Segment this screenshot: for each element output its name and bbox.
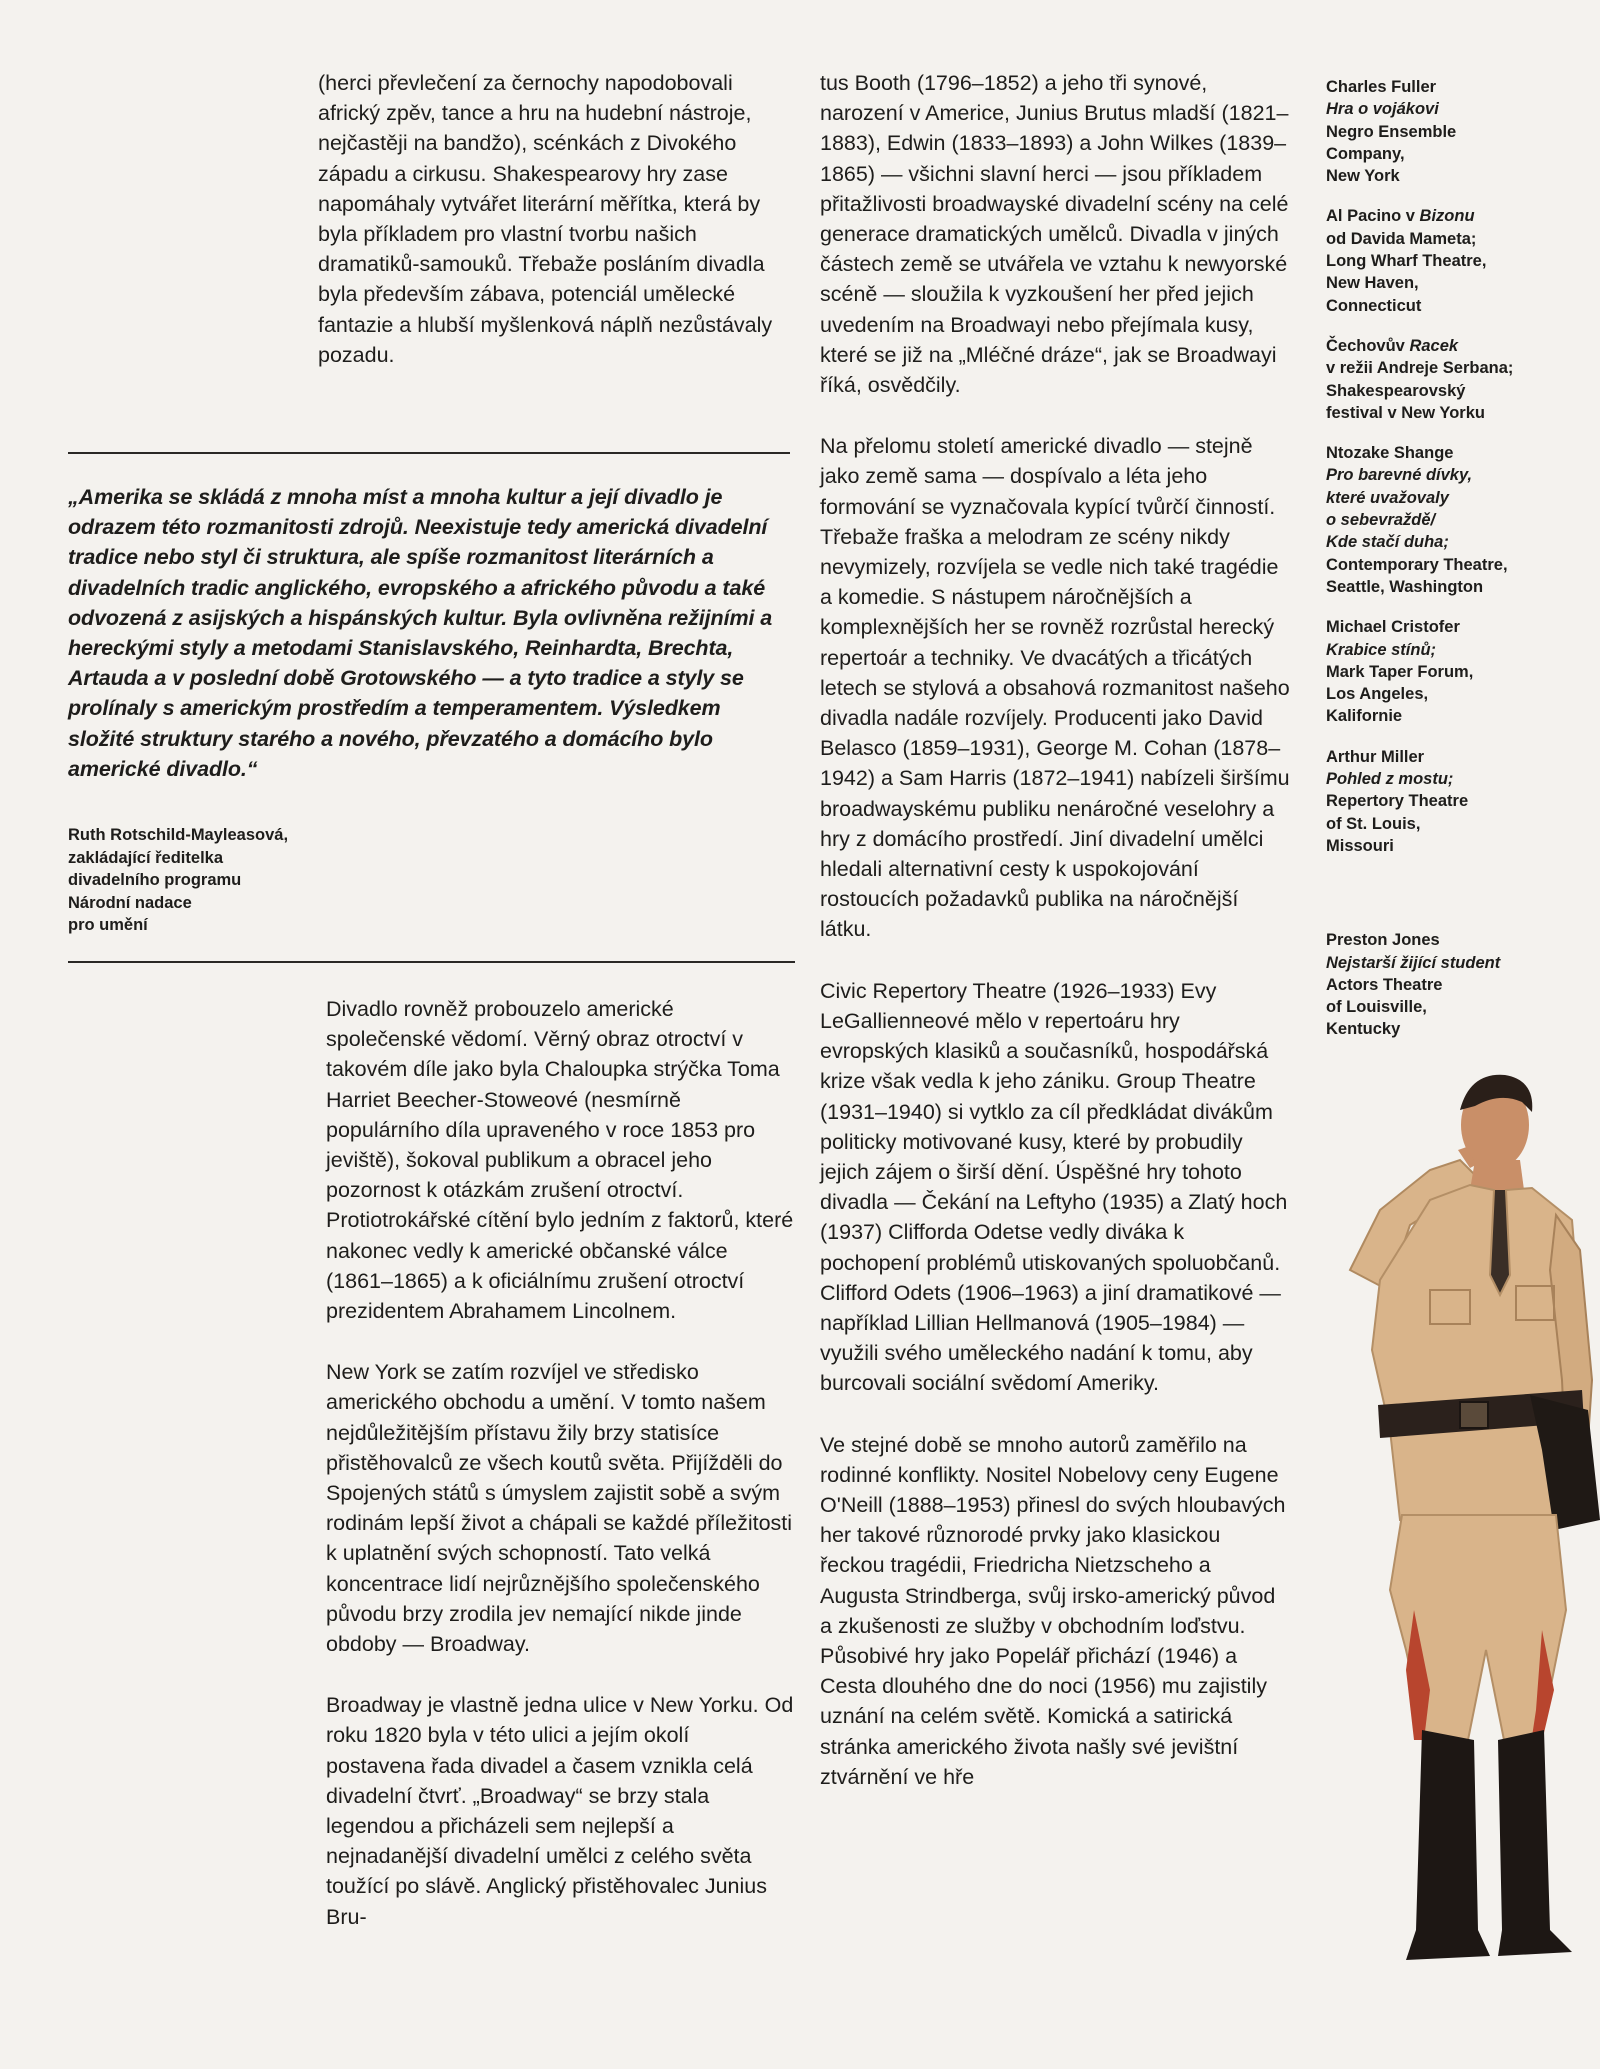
paragraph: New York se zatím rozvíjel ve středisko amerického obchodu a umění. V tomto našem nejdůležitějším přístavu žily brzy statisíce přistěhovalců ze všech koutů světa. Přijížděli do Spojených států s úmyslem zajistit sobě a svým rodinám lepší život a chápali se každé příležitosti k uplatnění svých schopností. Tato velká koncentrace lidí nejrůznějšího společenského původu brzy zrodila jev nemající nikde jinde obdoby — Broadway.	[326, 1360, 793, 1657]
caption-line: Charles Fuller	[1326, 78, 1437, 96]
caption-line: Company,	[1326, 144, 1405, 163]
caption-title: Racek	[1409, 336, 1459, 355]
caption-line: Arthur Miller	[1326, 747, 1425, 766]
caption-pacino	[1326, 205, 1596, 316]
caption-line: v režii Andreje Serbana;	[1326, 359, 1514, 378]
text-column-left-top	[318, 68, 784, 401]
caption-line: Kentucky	[1326, 1020, 1401, 1039]
caption-line: Repertory Theatre	[1326, 792, 1469, 811]
caption-jones	[1326, 929, 1596, 1040]
caption-line: New Haven,	[1326, 274, 1419, 293]
attribution-line: divadelního programu	[68, 871, 242, 890]
paragraph: Na přelomu století americké divadlo — stejně jako země sama — dospívalo a léta jeho formování se vyznačovala kypící tvůrčí činností. Třebaže fraška a melodram ze scény nikdy nevymizely, rozvíjela se vedle nich také tragédie a komedie. S nástupem náročnějších a komplexnějších her se rovněž rozrůstal herecký repertoár a techniky. Ve dvacátých a třicátých letech se stylová a obsahová rozmanitost našeho divadla nadále rozvíjely. Producenti jako David Belasco (1859–1931), George M. Cohan (1878–1942) a Sam Harris (1872–1941) nabízeli širšímu broadwayskému publiku nenáročné veselohry a hry z domácího prostředí. Jiní divadelní umělci hledali alternativní cesty k uspokojování rostoucích požadavků publika na náročnější látku.	[820, 434, 1290, 942]
pull-quote: „Amerika se skládá z mnoha míst a mnoha kultur a její divadlo je odrazem této rozmanitosti zdrojů. Neexistuje tedy americká divadelní tradice nebo styl či struktura, ale spíše rozmanitost literárních a divadelních tradic anglického, evropského a afrického původu a také odvozená z asijských a hispánských kultur. Byla ovlivněna režijními a hereckými styly a metodami Stanislavského, Reinhardta, Brechta, Artauda a v poslední době Grotowského — a tyto tradice a styly se prolínaly s americkým prostředím a temperamentem. Výsledkem složité struktury starého a nového, převzatého a domácího bylo americké divadlo.“	[68, 485, 773, 781]
saluting-actor-photo	[1310, 1050, 1600, 1980]
caption-title: o sebevraždě/	[1326, 511, 1436, 530]
attribution-line: Ruth Rotschild-Mayleasová,	[68, 826, 289, 844]
caption-line: Actors Theatre	[1326, 975, 1443, 994]
caption-line: of St. Louis,	[1326, 814, 1421, 833]
paragraph: Divadlo rovněž probouzelo americké společenské vědomí. Věrný obraz otroctví v takovém díle jako byla Chaloupka strýčka Toma Harriet Beecher-Stoweové (nesmírně populárního díla upraveného v roce 1853 pro jeviště), šokoval publikum a obracel jeho pozornost k otázkám zrušení otroctví. Protiotrokářské cítění bylo jedním z faktorů, které nakonec vedly k americké občanské válce (1861–1865) a k oficiálnímu zrušení otroctví prezidentem Abrahamem Lincolnem.	[326, 997, 794, 1324]
paragraph: Civic Repertory Theatre (1926–1933) Evy LeGallienneové mělo v repertoáru hry evropských klasiků a současníků, hospodářská krize však vedla k jeho zániku. Group Theatre (1931–1940) si vytklo za cíl předkládat divákům politicky motivované kusy, které by probudily jejich zájem o širší dění. Úspěšné hry tohoto divadla — Čekání na Leftyho (1935) a Zlatý hoch (1937) Clifforda Odetse vedly diváka k pochopení problémů utiskovaných spoluobčanů. Clifford Odets (1906–1963) a jiní dramatikové — například Lillian Hellmanová (1905–1984) — využili svého uměleckého nadání k tomu, aby burcovali sociální svědomí Ameriky.	[820, 978, 1288, 1396]
caption-title: Krabice stínů;	[1326, 640, 1437, 659]
caption-line: Shakespearovský	[1326, 381, 1466, 400]
caption-line: Ntozake Shange	[1326, 444, 1454, 463]
text-column-left-bottom	[326, 994, 794, 1963]
caption-line: New York	[1326, 167, 1400, 186]
attribution-line: Národní nadace	[68, 893, 192, 912]
caption-line: Al Pacino v	[1326, 207, 1420, 226]
caption-line: of Louisville,	[1326, 998, 1427, 1017]
caption-title: Kde stačí duha;	[1326, 533, 1449, 552]
caption-line: Mark Taper Forum,	[1326, 662, 1474, 681]
caption-line: Michael Cristofer	[1326, 618, 1460, 637]
caption-line: Čechovův	[1326, 336, 1410, 355]
caption-line: Seattle, Washington	[1326, 577, 1484, 596]
caption-line: Connecticut	[1326, 296, 1422, 315]
caption-miller	[1326, 746, 1596, 857]
caption-title: Nejstarší žijící student	[1326, 953, 1501, 972]
caption-shange	[1326, 442, 1596, 598]
caption-line: Kalifornie	[1326, 707, 1403, 726]
caption-title: Bizonu	[1419, 207, 1475, 226]
quote-attribution	[68, 824, 368, 937]
caption-line: festival v New Yorku	[1326, 403, 1485, 422]
text-column-middle	[820, 68, 1290, 1823]
caption-title: které uvažovaly	[1326, 488, 1449, 507]
caption-line: Long Wharf Theatre,	[1326, 252, 1487, 271]
attribution-line: pro umění	[68, 916, 148, 935]
caption-line: Los Angeles,	[1326, 685, 1429, 704]
paragraph: Broadway je vlastně jedna ulice v New Yorku. Od roku 1820 byla v této ulici a jejím okolí postavena řada divadel a časem vznikla celá divadelní čtvrť. „Broadway“ se brzy stala legendou a přicházeli sem nejlepší a nejnadanější divadelní umělci z celého světa toužící po slávě. Anglický přistěhovalec Junius Bru-	[326, 1693, 794, 1929]
caption-line: Missouri	[1326, 836, 1394, 855]
paragraph: tus Booth (1796–1852) a jeho tři synové, narození v Americe, Junius Brutus mladší (1821–1883), Edwin (1833–1893) a John Wilkes (1839–1865) — všichni slavní herci — jsou příkladem přitažlivosti broadwayské divadelní scény na celé generace dramatických umělců. Divadla v jiných částech země se utvářela ve vztahu k newyorské scéně — sloužila k vyzkoušení her před jejich uvedením na Broadwayi nebo přejímala kusy, které se již na „Mléčné dráze“, jak se Broadwayi říká, osvědčily.	[820, 71, 1289, 398]
paragraph: Ve stejné době se mnoho autorů zaměřilo na rodinné konflikty. Nositel Nobelovy ceny Eugene O'Neill (1888–1953) přinesl do svých hloubavých her takové různorodé prvky jako klasickou řeckou tragédii, Friedricha Nietzscheho a Augusta Strindberga, svůj irsko-americký původ a zkušenosti ze služby v obchodním loďstvu. Působivé hry jako Popelář přichází (1946) a Cesta dlouhého dne do noci (1956) mu zajistily uznání na celém světě. Komická a satirická stránka amerického života našly své jevištní ztvárnění ve hře	[820, 1432, 1286, 1789]
divider-bottom	[68, 961, 795, 963]
attribution-line: zakládající ředitelka	[68, 848, 224, 867]
caption-line: Contemporary Theatre,	[1326, 555, 1508, 574]
caption-line: od Davida Mameta;	[1326, 229, 1477, 248]
caption-line: Preston Jones	[1326, 931, 1440, 950]
caption-cristofer	[1326, 616, 1596, 727]
paragraph: (herci převlečení za černochy napodobovali africký zpěv, tance a hru na hudební nástroje, nejčastěji na bandžo), scénkách z Divokého západu a cirkusu. Shakespearovy hry zase napomáhaly vytvářet literární měřítka, která by byla příkladem pro vlastní tvorbu našich dramatiků-samouků. Třebaže posláním divadla byla především zábava, potenciál umělecké fantazie a hlubší myšlenková náplň nezůstávaly pozadu.	[318, 71, 773, 367]
caption-title: Pohled z mostu;	[1326, 770, 1454, 789]
divider-top	[68, 452, 790, 454]
photo-captions	[1326, 76, 1596, 1059]
caption-cechov	[1326, 335, 1596, 424]
caption-title: Hra o vojákovi	[1326, 100, 1439, 119]
saluting-actor-illustration	[1310, 1050, 1600, 1980]
caption-fuller	[1326, 76, 1596, 187]
caption-line: Negro Ensemble	[1326, 122, 1457, 141]
caption-title: Pro barevné dívky,	[1326, 466, 1473, 485]
